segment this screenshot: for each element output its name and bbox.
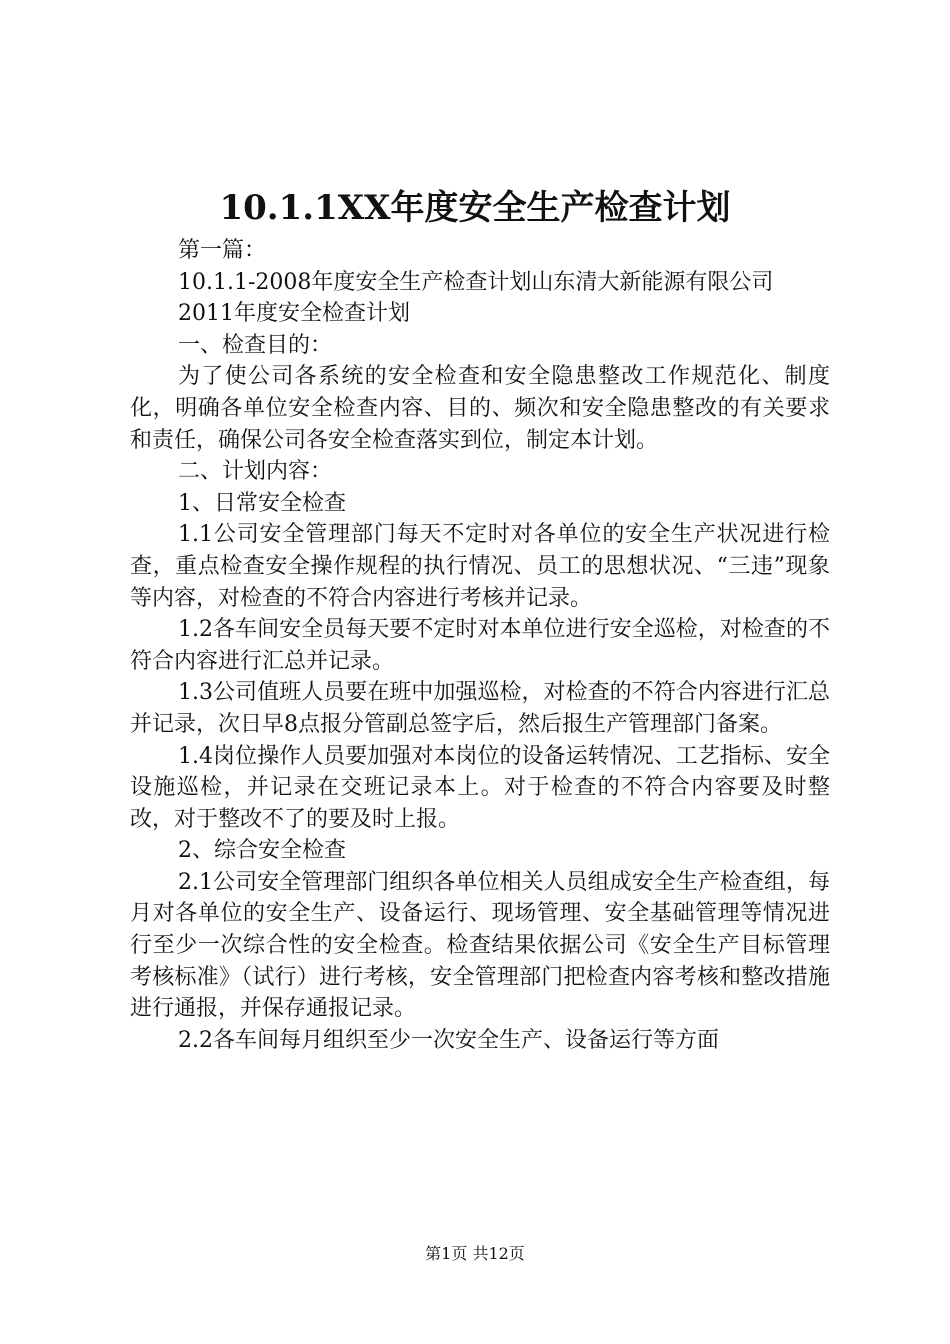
paragraph: 10.1.1-2008年度安全生产检查计划山东清大新能源有限公司 (178, 269, 774, 295)
paragraph: 1.2各车间安全员每天要不定时对本单位进行安全巡检，对检查的不符合内容进行汇总并记录。 (130, 617, 830, 674)
subsection-heading: 2、综合安全检查 (178, 838, 346, 864)
paragraph: 1.1公司安全管理部门每天不定时对各单位的安全生产状况进行检查，重点检查安全操作规程的执行情况、员工的思想状况、“三违”现象等内容，对检查的不符合内容进行考核并记录。 (130, 522, 830, 611)
paragraph: 第一篇： (178, 238, 267, 263)
subsection-heading: 1、日常安全检查 (178, 490, 346, 516)
section-heading: 一、检查目的： (178, 332, 333, 358)
paragraph: 2011年度安全检查计划 (178, 301, 410, 327)
document-title: 10.1.1XX年度安全生产检查计划 (219, 188, 731, 228)
paragraph: 1.4岗位操作人员要加强对本岗位的设备运转情况、工艺指标、安全设施巡检，并记录在交班记录本上。对于检查的不符合内容要及时整改，对于整改不了的要及时上报。 (130, 743, 830, 832)
paragraph: 1.3公司值班人员要在班中加强巡检，对检查的不符合内容进行汇总并记录，次日早8点报分管副总签字后，然后报生产管理部门备案。 (130, 680, 830, 737)
document-body (130, 235, 830, 1056)
section-heading: 二、计划内容： (178, 459, 333, 485)
page-number: 第1页 共12页 (425, 1244, 525, 1263)
paragraph: 2.1公司安全管理部门组织各单位相关人员组成安全生产检查组，每月对各单位的安全生产、设备运行、现场管理、安全基础管理等情况进行至少一次综合性的安全检查。检查结果依据公司《安全生产目标管理考核标准》（试行）进行考核，安全管理部门把检查内容考核和整改措施进行通报，并保存通报记录。 (130, 869, 830, 1022)
paragraph: 为了使公司各系统的安全检查和安全隐患整改工作规范化、制度化，明确各单位安全检查内容、目的、频次和安全隐患整改的有关要求和责任，确保公司各安全检查落实到位，制定本计划。 (130, 364, 830, 453)
paragraph: 2.2各车间每月组织至少一次安全生产、设备运行等方面 (178, 1027, 719, 1053)
